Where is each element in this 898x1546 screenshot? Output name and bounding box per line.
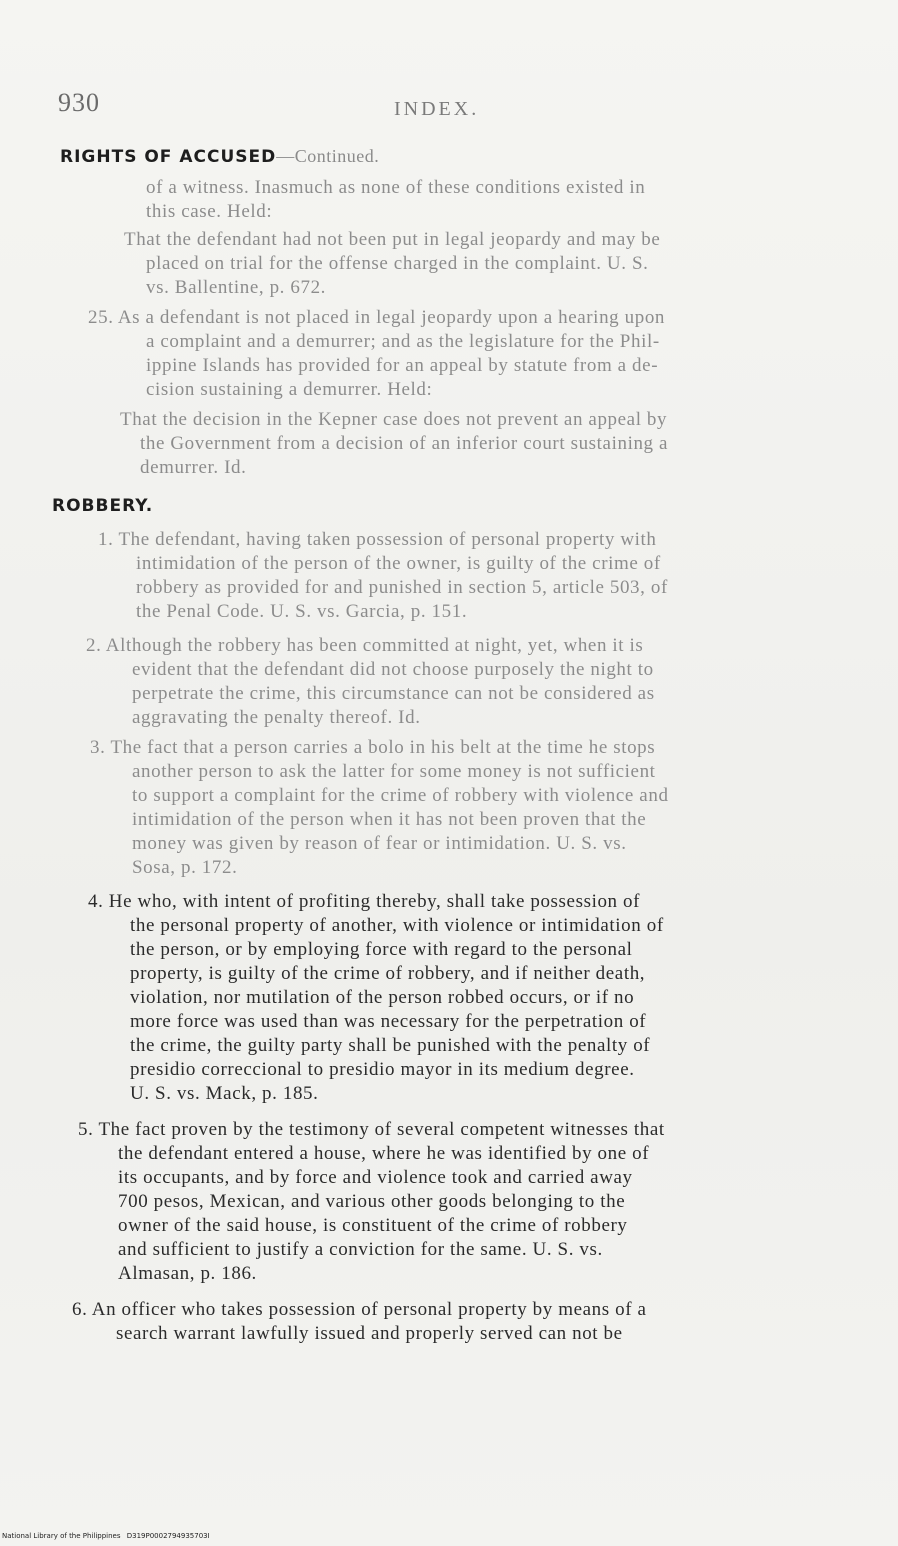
section-title: RIGHTS OF ACCUSED bbox=[60, 147, 277, 167]
entry-3-line: 3. The fact that a person carries a bolo in his belt at the time he stops bbox=[90, 737, 656, 758]
text-line: the defendant entered a house, where he was identified by one of bbox=[118, 1143, 650, 1164]
entry-1-line: 1. The defendant, having taken possession of personal property with bbox=[98, 529, 657, 550]
text-line: evident that the defendant did not choose purposely the night to bbox=[132, 659, 654, 680]
text-line: intimidation of the person when it has not been proven that the bbox=[132, 809, 647, 830]
scan-footer bbox=[2, 1532, 214, 1540]
text-line: 700 pesos, Mexican, and various other goods belonging to the bbox=[118, 1191, 626, 1212]
text-line: presidio correccional to presidio mayor in its medium degree. bbox=[130, 1059, 635, 1080]
text-line: money was given by reason of fear or intimidation. U. S. vs. bbox=[132, 833, 627, 854]
scan-code: D319P0002794935703I bbox=[126, 1532, 210, 1540]
text-line: Almasan, p. 186. bbox=[118, 1263, 257, 1284]
entry-6-line: 6. An officer who takes possession of personal property by means of a bbox=[72, 1299, 647, 1320]
text-line: Sosa, p. 172. bbox=[132, 857, 238, 878]
text-line: demurrer. Id. bbox=[140, 457, 247, 478]
text-line: the Government from a decision of an inferior court sustaining a bbox=[140, 433, 669, 454]
text-line: the crime, the guilty party shall be punished with the penalty of bbox=[130, 1035, 651, 1056]
text-line: the personal property of another, with violence or intimidation of bbox=[130, 915, 664, 936]
text-line: vs. Ballentine, p. 672. bbox=[146, 277, 327, 298]
library-credit: National Library of the Philippines bbox=[2, 1532, 121, 1540]
text-line: and sufficient to justify a conviction for the same. U. S. vs. bbox=[118, 1239, 603, 1260]
text-line: the person, or by employing force with regard to the personal bbox=[130, 939, 633, 960]
text-line: search warrant lawfully issued and properly served can not be bbox=[116, 1323, 623, 1344]
section-heading-rights-of-accused bbox=[60, 146, 379, 167]
text-line: placed on trial for the offense charged in the complaint. U. S. bbox=[146, 253, 649, 274]
text-line: the Penal Code. U. S. vs. Garcia, p. 151. bbox=[136, 601, 468, 622]
text-line: to support a complaint for the crime of robbery with violence and bbox=[132, 785, 669, 806]
text-line: violation, nor mutilation of the person robbed occurs, or if no bbox=[130, 987, 635, 1008]
entry-4-line: 4. He who, with intent of profiting thereby, shall take possession of bbox=[88, 891, 641, 912]
text-line: this case. Held: bbox=[146, 201, 273, 222]
section-heading-robbery: ROBBERY. bbox=[52, 496, 154, 516]
text-line: more force was used than was necessary for the perpetration of bbox=[130, 1011, 647, 1032]
text-line: aggravating the penalty thereof. Id. bbox=[132, 707, 421, 728]
text-line: its occupants, and by force and violence took and carried away bbox=[118, 1167, 633, 1188]
text-line: ippine Islands has provided for an appeal by statute from a de- bbox=[146, 355, 659, 376]
text-line: That the decision in the Kepner case does not prevent an appeal by bbox=[120, 409, 668, 430]
text-line: cision sustaining a demurrer. Held: bbox=[146, 379, 433, 400]
page-number: 930 bbox=[58, 88, 100, 117]
text-line: of a witness. Inasmuch as none of these conditions existed in bbox=[146, 177, 646, 198]
entry-5-line: 5. The fact proven by the testimony of several competent witnesses that bbox=[78, 1119, 665, 1140]
entry-25-line: 25. As a defendant is not placed in legal jeopardy upon a hearing upon bbox=[88, 307, 666, 328]
text-line: U. S. vs. Mack, p. 185. bbox=[130, 1083, 319, 1104]
text-line: property, is guilty of the crime of robbery, and if neither death, bbox=[130, 963, 646, 984]
text-line: perpetrate the crime, this circumstance can not be considered as bbox=[132, 683, 655, 704]
text-line: intimidation of the person of the owner, is guilty of the crime of bbox=[136, 553, 661, 574]
text-line: another person to ask the latter for some money is not sufficient bbox=[132, 761, 656, 782]
text-line: a complaint and a demurrer; and as the legislature for the Phil- bbox=[146, 331, 660, 352]
entry-2-line: 2. Although the robbery has been committed at night, yet, when it is bbox=[86, 635, 644, 656]
running-head: INDEX. bbox=[394, 98, 480, 120]
continued-label: —Continued. bbox=[276, 146, 380, 166]
text-line: That the defendant had not been put in legal jeopardy and may be bbox=[124, 229, 661, 250]
text-line: robbery as provided for and punished in section 5, article 503, of bbox=[136, 577, 668, 598]
text-line: owner of the said house, is constituent of the crime of robbery bbox=[118, 1215, 628, 1236]
